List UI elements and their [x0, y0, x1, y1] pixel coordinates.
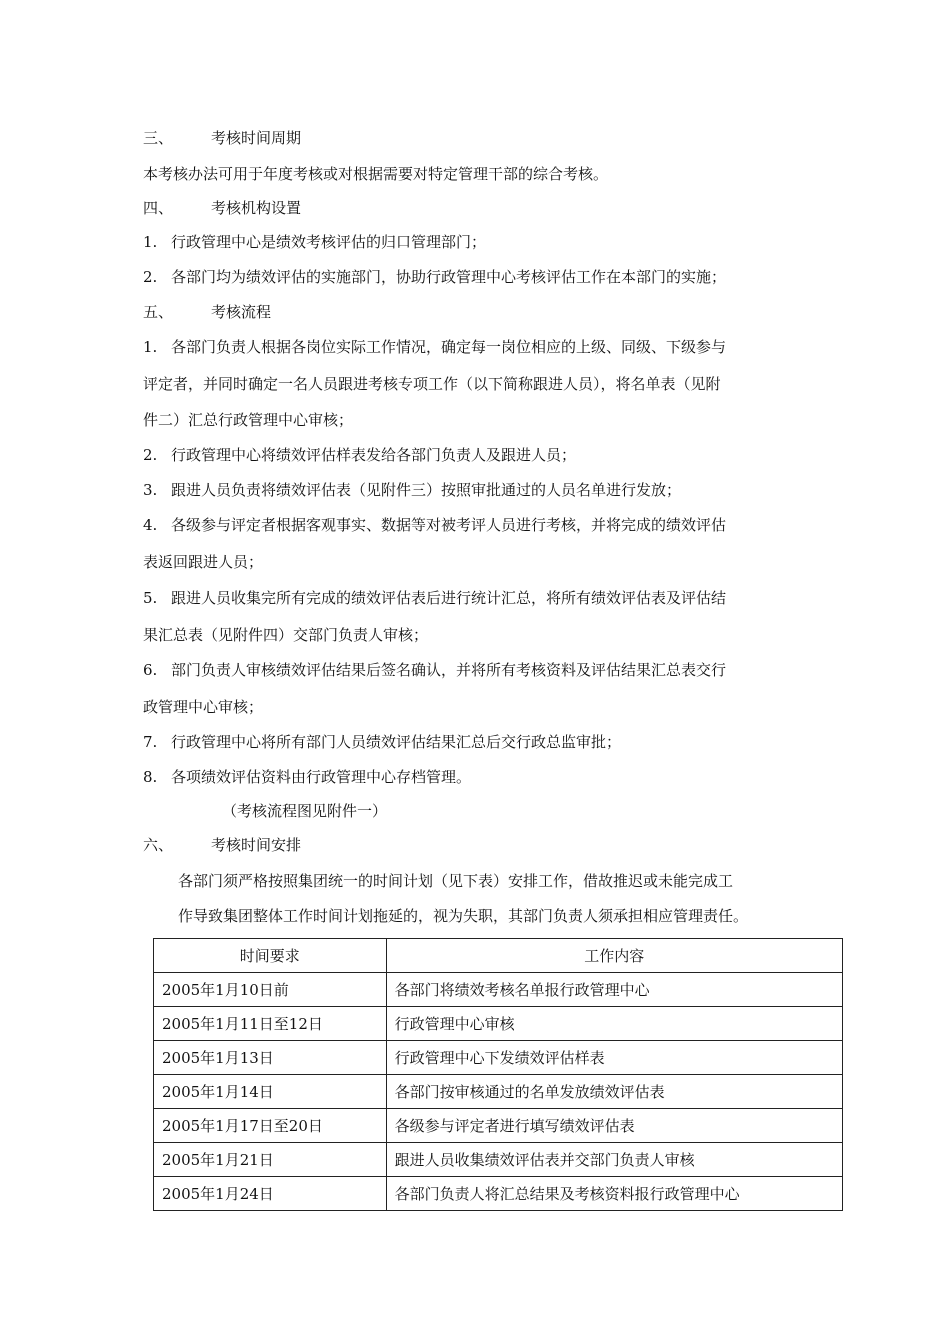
time-cell: 2005年1月17日至20日 — [154, 1109, 387, 1143]
list-item — [143, 660, 726, 680]
list-number: 2. — [143, 446, 158, 464]
list-item-continuation: 评定者，并同时确定一名人员跟进考核专项工作（以下简称跟进人员），将名单表（见附 — [143, 375, 721, 393]
list-item — [143, 515, 726, 535]
section-number: 三、 — [143, 129, 174, 147]
list-item — [143, 767, 471, 787]
list-text: 各级参与评定者根据客观事实、数据等对被考评人员进行考核，并将完成的绩效评估 — [171, 516, 727, 534]
list-text: 跟进人员收集完所有完成的绩效评估表后进行统计汇总，将所有绩效评估表及评估结 — [171, 589, 727, 607]
table-row — [154, 1109, 843, 1143]
list-text: 各部门均为绩效评估的实施部门，协助行政管理中心考核评估工作在本部门的实施； — [171, 268, 727, 286]
time-cell: 2005年1月13日 — [154, 1041, 387, 1075]
list-text: 各项绩效评估资料由行政管理中心存档管理。 — [171, 768, 472, 786]
table-row — [154, 1041, 843, 1075]
table-row — [154, 1177, 843, 1211]
list-item-continuation: 政管理中心审核； — [143, 698, 264, 716]
list-text: 跟进人员负责将绩效评估表（见附件三）按照审批通过的人员名单进行发放； — [171, 481, 682, 499]
section-6-heading — [143, 835, 301, 855]
content-cell: 各部门负责人将汇总结果及考核资料报行政管理中心 — [386, 1177, 842, 1211]
content-cell: 行政管理中心下发绩效评估样表 — [386, 1041, 842, 1075]
time-cell: 2005年1月10日前 — [154, 973, 387, 1007]
section-6-intro: 作导致集团整体工作时间计划拖延的，视为失职，其部门负责人须承担相应管理责任。 — [178, 907, 749, 925]
section-title: 考核流程 — [211, 303, 272, 321]
content-cell: 各部门按审核通过的名单发放绩效评估表 — [386, 1075, 842, 1109]
list-number: 4. — [143, 516, 158, 534]
list-number: 8. — [143, 768, 158, 786]
section-title: 考核机构设置 — [211, 199, 302, 217]
section-number: 五、 — [143, 303, 174, 321]
flowchart-note: （考核流程图见附件一） — [222, 802, 388, 820]
list-number: 6. — [143, 661, 158, 679]
list-item — [143, 732, 621, 752]
time-cell: 2005年1月11日至12日 — [154, 1007, 387, 1041]
column-header-time: 时间要求 — [154, 939, 387, 973]
list-item — [143, 337, 726, 357]
section-3-heading — [143, 128, 301, 148]
list-number: 2. — [143, 268, 158, 286]
schedule-table — [153, 938, 843, 1211]
list-number: 7. — [143, 733, 158, 751]
table-header-row — [154, 939, 843, 973]
list-text: 行政管理中心将所有部门人员绩效评估结果汇总后交行政总监审批； — [171, 733, 622, 751]
list-text: 各部门负责人根据各岗位实际工作情况，确定每一岗位相应的上级、同级、下级参与 — [171, 338, 727, 356]
content-cell: 各部门将绩效考核名单报行政管理中心 — [386, 973, 842, 1007]
list-text: 行政管理中心将绩效评估样表发给各部门负责人及跟进人员； — [171, 446, 577, 464]
table-row — [154, 973, 843, 1007]
list-number: 5. — [143, 589, 158, 607]
table-row — [154, 1143, 843, 1177]
list-text: 部门负责人审核绩效评估结果后签名确认，并将所有考核资料及评估结果汇总表交行 — [171, 661, 727, 679]
list-item-continuation: 件二）汇总行政管理中心审核； — [143, 411, 354, 429]
content-cell: 行政管理中心审核 — [386, 1007, 842, 1041]
list-number: 3. — [143, 481, 158, 499]
section-5-heading — [143, 302, 271, 322]
content-cell: 跟进人员收集绩效评估表并交部门负责人审核 — [386, 1143, 842, 1177]
section-title: 考核时间安排 — [211, 836, 302, 854]
time-cell: 2005年1月21日 — [154, 1143, 387, 1177]
time-cell: 2005年1月14日 — [154, 1075, 387, 1109]
list-number: 1. — [143, 338, 158, 356]
list-text: 行政管理中心是绩效考核评估的归口管理部门； — [171, 233, 487, 251]
list-item — [143, 445, 576, 465]
section-4-heading — [143, 198, 301, 218]
list-item — [143, 232, 486, 252]
section-number: 四、 — [143, 199, 174, 217]
list-number: 1. — [143, 233, 158, 251]
list-item-continuation: 表返回跟进人员； — [143, 553, 264, 571]
list-item — [143, 267, 726, 287]
table-row — [154, 1075, 843, 1109]
section-number: 六、 — [143, 836, 174, 854]
table-row — [154, 1007, 843, 1041]
section-title: 考核时间周期 — [211, 129, 302, 147]
column-header-content: 工作内容 — [386, 939, 842, 973]
time-cell: 2005年1月24日 — [154, 1177, 387, 1211]
list-item-continuation: 果汇总表（见附件四）交部门负责人审核； — [143, 626, 429, 644]
content-cell: 各级参与评定者进行填写绩效评估表 — [386, 1109, 842, 1143]
section-3-text: 本考核办法可用于年度考核或对根据需要对特定管理干部的综合考核。 — [143, 165, 609, 183]
section-6-intro: 各部门须严格按照集团统一的时间计划（见下表）安排工作，借故推迟或未能完成工 — [178, 872, 734, 890]
list-item — [143, 588, 726, 608]
list-item — [143, 480, 681, 500]
